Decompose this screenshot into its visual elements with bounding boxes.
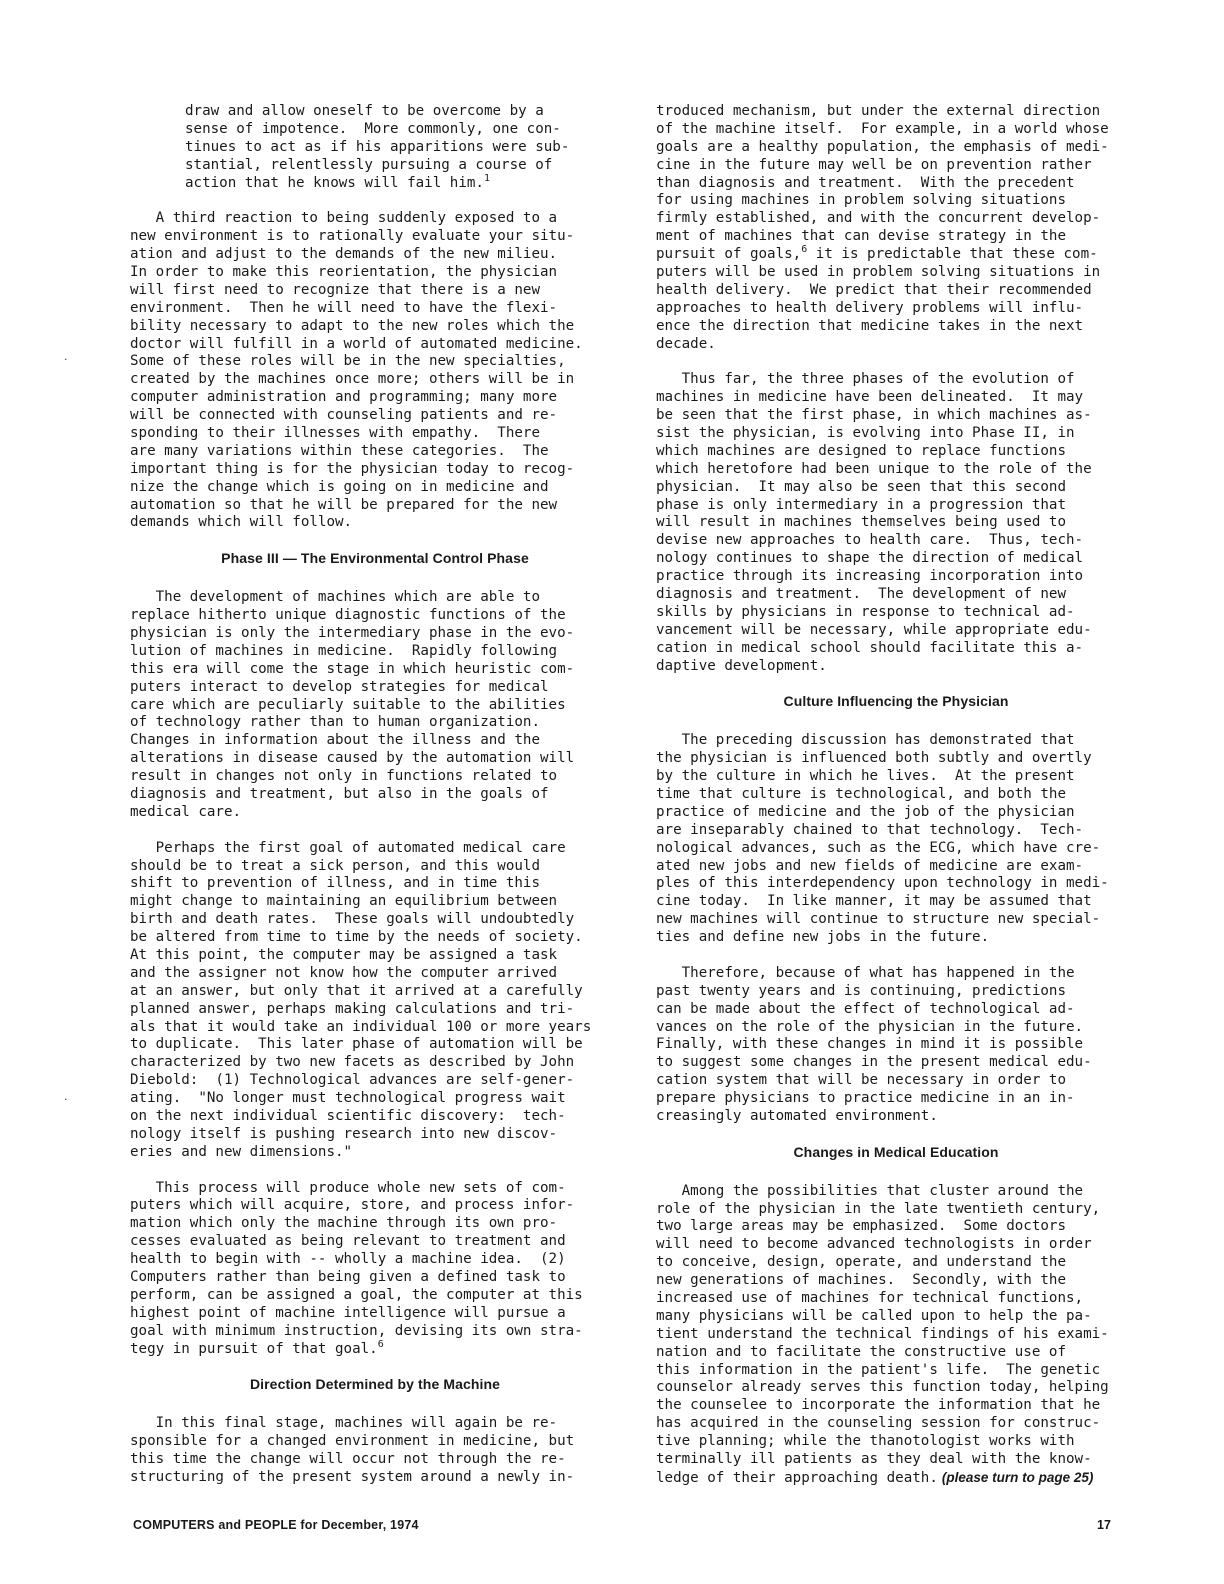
continuation-note: (please turn to page 25): [941, 1469, 1094, 1485]
text-line: which heretofore had been unique to the role of the: [656, 460, 1092, 477]
text-line: structuring of the present system around a newly in-: [130, 1468, 575, 1485]
text-line: important thing is for the physician today to recog-: [130, 460, 575, 477]
section-heading-direction: Direction Determined by the Machine: [249, 1376, 501, 1393]
text-line: tient understand the technical findings of his exami-: [656, 1325, 1109, 1342]
text-line: this time the change will occur not through the re-: [130, 1451, 566, 1468]
text-line: at an answer, but only that it arrived at a carefully: [130, 982, 583, 999]
paragraph-development: [130, 589, 620, 822]
text-line: will need to become advanced technologists in order: [656, 1236, 1092, 1253]
paragraph-continued: [656, 103, 1136, 353]
text-line: has acquired in the counseling session for construc-: [656, 1415, 1101, 1432]
paragraph-therefore: [656, 965, 1136, 1126]
text-line: environment. Then he will need to have the flexi-: [130, 299, 558, 316]
text-line: Diebold: (1) Technological advances are self-gener-: [130, 1072, 575, 1089]
text-line: The development of machines which are able to: [130, 589, 540, 606]
text-line: be seen that the first phase, in which machines as-: [656, 407, 1092, 424]
left-column: [130, 103, 620, 1505]
text-line: bility necessary to adapt to the new roles which the: [130, 317, 575, 334]
text-line: prepare physicians to practice medicine in an in-: [656, 1090, 1075, 1107]
text-line: troduced mechanism, but under the external direction: [656, 103, 1101, 119]
text-line: ples of this interdependency upon technology in medi-: [656, 875, 1109, 892]
text-line: health to begin with -- wholly a machine idea. (2): [130, 1251, 566, 1268]
text-line: be altered from time to time by the needs of society.: [130, 929, 583, 946]
text-line: demands which will follow.: [130, 514, 353, 531]
text-line: alterations in disease caused by the automation will: [130, 750, 575, 767]
text-line: medical care.: [130, 803, 242, 820]
text-line: ence the direction that medicine takes in the next: [656, 317, 1084, 334]
text-line: eries and new dimensions.": [130, 1143, 353, 1160]
text-line: creasingly automated environment.: [656, 1108, 938, 1124]
text-line: [656, 246, 1136, 264]
text-line: computer administration and programming; many more: [130, 389, 558, 406]
section-heading-changes: Changes in Medical Education: [793, 1143, 999, 1160]
text-line: nize the change which is going on in medicine and: [130, 478, 549, 495]
text-line: highest point of machine intelligence will pursue a: [130, 1304, 566, 1321]
text-line: to suggest some changes in the present medical edu-: [656, 1054, 1092, 1071]
text-line: A third reaction to being suddenly exposed to a: [130, 210, 558, 227]
text-line: and the assigner not know how the computer arrived: [130, 964, 558, 981]
text-line: This process will produce whole new sets of com-: [130, 1179, 566, 1196]
text-line: Changes in information about the illness and the: [130, 732, 540, 749]
text-line: nation and to facilitate the constructive use of: [656, 1343, 1066, 1360]
text-line: past twenty years and is continuing, predictions: [656, 982, 1066, 999]
paragraph-thus-far: [656, 371, 1136, 675]
text-line: the physician is influenced both subtly and overtly: [656, 750, 1092, 767]
text-line: [130, 1338, 620, 1359]
process-last-text: tegy in pursuit of that goal.: [130, 1340, 378, 1357]
text-line: als that it would take an individual 100 or more years: [130, 1018, 592, 1035]
text-line: new environment is to rationally evaluate your situ-: [130, 228, 575, 245]
text-line: perform, can be assigned a goal, the computer at this: [130, 1286, 583, 1303]
text-line: Therefore, because of what has happened in the: [656, 964, 1075, 981]
paragraph-process: [130, 1180, 620, 1359]
text-line: on the next individual scientific discovery: tech-: [130, 1108, 566, 1124]
text-line: puters will be used in problem solving situations in: [656, 264, 1101, 281]
section-heading-phase-3: Phase III — The Environmental Control Phase: [221, 550, 529, 567]
text-line: result in changes not only in functions related to: [130, 768, 558, 785]
text-line: [656, 1469, 1136, 1487]
text-line: mation which only the machine through its own pro-: [130, 1215, 558, 1232]
text-line: goals are a healthy population, the emphasis of medi-: [656, 138, 1109, 155]
page-number: 17: [1097, 1518, 1111, 1532]
text-line: the counselee to incorporate the information that he: [656, 1397, 1101, 1414]
text-line: by the culture in which he lives. At the present: [656, 768, 1075, 785]
text-line: which machines are designed to replace functions: [656, 442, 1066, 459]
text-line: physician. It may also be seen that this second: [656, 478, 1066, 495]
paragraph-third-reaction: [130, 210, 620, 532]
text-line: to conceive, design, operate, and understand the: [656, 1254, 1066, 1271]
section-heading-culture: Culture Influencing the Physician: [783, 693, 1009, 710]
text-line: Finally, with these changes in mind it is possible: [656, 1036, 1084, 1053]
text-line: firmly established, and with the concurrent develop-: [656, 210, 1101, 227]
footer-publication: COMPUTERS and PEOPLE for December, 1974: [133, 1518, 419, 1532]
text-line: At this point, the computer may be assigned a task: [130, 946, 558, 963]
text-line: goal with minimum instruction, devising its own stra-: [130, 1322, 583, 1339]
text-line: role of the physician in the late twentieth century,: [656, 1200, 1101, 1217]
text-line: stantial, relentlessly pursuing a course of: [185, 156, 553, 173]
text-line: will be connected with counseling patients and re-: [130, 407, 558, 424]
paragraph-preceding: [656, 732, 1136, 947]
text-line: skills by physicians in response to technical ad-: [656, 603, 1075, 620]
text-line: ating. "No longer must technological progress wait: [130, 1090, 566, 1107]
text-line: this information in the patient's life. The genetic: [656, 1361, 1101, 1378]
text-line: birth and death rates. These goals will undoubtedly: [130, 911, 575, 928]
text-line: ment of machines that can devise strategy in the: [656, 228, 1066, 245]
scan-mark: .: [64, 1090, 68, 1103]
text-line: Thus far, the three phases of the evolution of: [656, 371, 1075, 388]
text-line: daptive development.: [656, 657, 827, 674]
text-line: new generations of machines. Secondly, with the: [656, 1272, 1066, 1289]
text-line: practice through its increasing incorporation into: [656, 568, 1084, 585]
text-line: nological advances, such as the ECG, which have cre-: [656, 839, 1101, 856]
text-line: replace hitherto unique diagnostic functions of the: [130, 607, 566, 624]
text-line: characterized by two new facets as described by John: [130, 1054, 575, 1071]
text-line: terminally ill patients as they deal with the know-: [656, 1451, 1092, 1468]
text-line: of technology rather than to human organization.: [130, 714, 540, 731]
text-line: cesses evaluated as being relevant to treatment and: [130, 1233, 566, 1250]
text-line: machines in medicine have been delineated. It may: [656, 389, 1084, 406]
text-line: health delivery. We predict that their recommended: [656, 281, 1092, 298]
text-line: many physicians will be called upon to help the pa-: [656, 1307, 1092, 1324]
text-line: draw and allow oneself to be overcome by a: [185, 103, 544, 119]
text-line: nology continues to shape the direction of medical: [656, 550, 1084, 567]
quote-last-text: action that he knows will fail him.: [185, 174, 484, 191]
text-line: sponsible for a changed environment in medicine, but: [130, 1433, 575, 1450]
text-line: should be to treat a sick person, and this would: [130, 857, 540, 874]
text-line: tive planning; while the thanotologist works with: [656, 1433, 1075, 1450]
text-line: sponding to their illnesses with empathy. There: [130, 425, 540, 442]
text-line: decade.: [656, 335, 716, 352]
text-line: counselor already serves this function today, helping: [656, 1379, 1109, 1396]
text-line: approaches to health delivery problems will influ-: [656, 299, 1084, 316]
text-line: lution of machines in medicine. Rapidly following: [130, 642, 558, 659]
text-line: Perhaps the first goal of automated medical care: [130, 839, 566, 856]
text-line: phase is only intermediary in a progression that: [656, 496, 1066, 513]
paragraph-perhaps: [130, 840, 620, 1162]
text-line: are many variations within these categories. The: [130, 442, 549, 459]
text-line: sist the physician, is evolving into Phase II, in: [656, 425, 1075, 442]
text-line: In this final stage, machines will again be re-: [130, 1415, 558, 1432]
paragraph-final-stage: [130, 1415, 620, 1487]
text-line: ation and adjust to the demands of the new milieu.: [130, 246, 558, 263]
text-line: Among the possibilities that cluster around the: [656, 1182, 1084, 1199]
goals-text: pursuit of goals,: [656, 246, 802, 263]
text-line: two large areas may be emphasized. Some doctors: [656, 1218, 1066, 1235]
text-line: are inseparably chained to that technology. Tech-: [656, 821, 1084, 838]
text-line: than diagnosis and treatment. With the precedent: [656, 174, 1075, 191]
text-line: time that culture is technological, and both the: [656, 785, 1066, 802]
text-line: cation system that will be necessary in order to: [656, 1072, 1066, 1089]
text-line: created by the machines once more; others will be in: [130, 371, 575, 388]
text-line: might change to maintaining an equilibrium between: [130, 893, 558, 910]
text-line: physician is only the intermediary phase in the evo-: [130, 624, 575, 641]
text-line: devise new approaches to health care. Thus, tech-: [656, 532, 1084, 549]
text-line: diagnosis and treatment. The development of new: [656, 586, 1066, 603]
text-line: to duplicate. This later phase of automation will be: [130, 1036, 583, 1053]
text-line: cine in the future may well be on prevention rather: [656, 156, 1092, 173]
text-line: planned answer, perhaps making calculations and tri-: [130, 1000, 575, 1017]
text-line: Computers rather than being given a defined task to: [130, 1269, 566, 1286]
text-line: ated new jobs and new fields of medicine are exam-: [656, 857, 1084, 874]
text-line: cation in medical school should facilitate this a-: [656, 639, 1084, 656]
text-line: Some of these roles will be in the new specialties,: [130, 353, 566, 370]
text-line: vancement will be necessary, while appropriate edu-: [656, 621, 1092, 638]
goals-text-rest: it is predictable that these com-: [807, 246, 1098, 263]
footnote-ref: 6: [377, 1338, 384, 1350]
block-quote: [130, 103, 620, 192]
text-line: care which are peculiarly suitable to the abilities: [130, 696, 566, 713]
text-line: automation so that he will be prepared for the new: [130, 496, 558, 513]
text-line: increased use of machines for technical functions,: [656, 1290, 1084, 1307]
text-line: shift to prevention of illness, and in time this: [130, 875, 540, 892]
text-line: doctor will fulfill in a world of automated medicine.: [130, 335, 583, 352]
text-line: for using machines in problem solving situations: [656, 192, 1066, 209]
scan-mark: .: [64, 350, 68, 363]
text-line: diagnosis and treatment, but also in the goals of: [130, 785, 549, 802]
text-line: The preceding discussion has demonstrated that: [656, 732, 1075, 749]
text-line: nology itself is pushing research into new discov-: [130, 1125, 558, 1142]
text-line: practice of medicine and the job of the physician: [656, 803, 1075, 820]
footnote-ref: 1: [483, 172, 490, 184]
text-line: will result in machines themselves being used to: [656, 514, 1066, 531]
text-line: vances on the role of the physician in the future.: [656, 1018, 1084, 1035]
text-line: can be made about the effect of technological ad-: [656, 1000, 1075, 1017]
text-line: puters which will acquire, store, and process infor-: [130, 1197, 575, 1214]
text-line: In order to make this reorientation, the physician: [130, 264, 558, 281]
text-line: puters interact to develop strategies for medical: [130, 678, 549, 695]
among-last-text: ledge of their approaching death.: [656, 1469, 938, 1486]
text-line: this era will come the stage in which heuristic com-: [130, 660, 575, 677]
text-line: cine today. In like manner, it may be assumed that: [656, 893, 1092, 910]
footnote-ref: 6: [801, 244, 808, 256]
paragraph-among: [656, 1183, 1136, 1487]
right-column: [656, 103, 1136, 1505]
text-line: will first need to recognize that there is a new: [130, 281, 540, 298]
text-line: [185, 172, 620, 193]
text-line: new machines will continue to structure new special-: [656, 911, 1101, 928]
text-line: tinues to act as if his apparitions were sub-: [185, 138, 570, 155]
text-line: sense of impotence. More commonly, one con-: [185, 120, 561, 137]
text-line: ties and define new jobs in the future.: [656, 929, 990, 946]
text-line: of the machine itself. For example, in a world whose: [656, 120, 1109, 137]
